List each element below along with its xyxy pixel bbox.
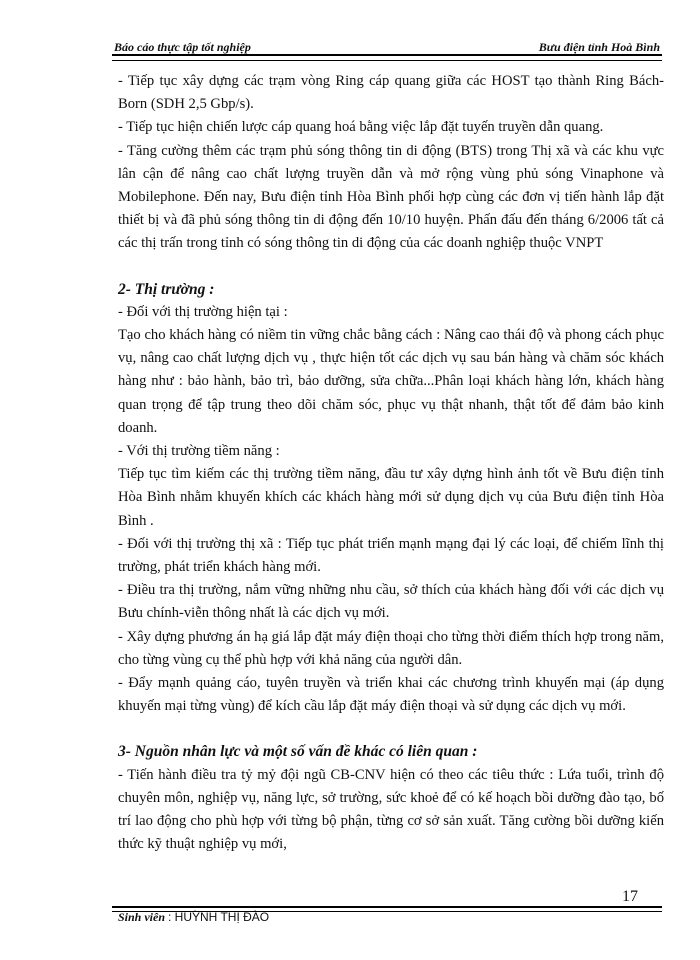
section-2-bullet: - Đối với thị trường thị xã : Tiếp tục phát triển mạnh mạng đại lý các loại, để chiếm lĩnh thị trường, phát triển khách hàng mới. <box>118 535 664 576</box>
header-rule <box>112 54 662 61</box>
section-2-bullet: - Xây dựng phương án hạ giá lắp đặt máy điện thoại cho từng thời điểm thích hợp trong năm, cho từng vùng cụ thể phù hợp với khả năng của người dân. <box>118 628 664 668</box>
section-2-sub-current-market: - Đối với thị trường hiện tại : <box>118 303 288 320</box>
section-2-sub-potential-market: - Với thị trường tiềm năng : <box>118 443 280 460</box>
paragraph-fiber: - Tiếp tục hiện chiến lược cáp quang hoá bằng việc lắp đặt tuyến truyền dẫn quang. <box>118 119 604 136</box>
section-2-potential-market-text: Tiếp tục tìm kiếm các thị trường tiềm năng, đầu tư xây dựng hình ảnh tốt về Bưu điện tỉnh Hòa Bình nhằm khuyến khích các khách hàng mới sử dụng dịch vụ của Bưu điện tỉnh Hòa Bình . <box>118 466 664 529</box>
page-footer <box>118 910 269 925</box>
document-body <box>118 70 664 857</box>
page-header <box>114 36 660 56</box>
paragraph-ring: - Tiếp tục xây dựng các trạm vòng Ring cáp quang giữa các HOST tạo thành Ring Bách-Born (SDH 2,5 Gbp/s). <box>118 73 664 113</box>
footer-student-name: : HUỲNH THỊ ĐÀO <box>168 910 270 924</box>
header-organization: Bưu điện tỉnh Hoà Bình <box>538 40 660 54</box>
footer-student-label: Sinh viên <box>118 910 166 924</box>
paragraph-bts: - Tăng cường thêm các trạm phủ sóng thông tin di động (BTS) trong Thị xã và các khu vực lân cận để nâng cao chất lượng truyền dẫn và mở rộng vùng phủ sóng Vinaphone và Mobilephone. Đến nay, Bưu điện tỉnh Hòa Bình phối hợp cùng các đơn vị tiến hành lắp đặt thiết bị và đã phủ sóng thông tin di động đến 10/10 huyện. Phấn đấu đến tháng 6/2006 tất cả các thị trấn trong tỉnh có sóng thông tin di động của các doanh nghiệp thuộc VNPT <box>118 142 664 252</box>
page-number: 17 <box>622 888 638 905</box>
section-2-current-market-text: Tạo cho khách hàng có niềm tin vững chắc bằng cách : Nâng cao thái độ và phong cách phục vụ, nâng cao chất lượng dịch vụ , thực hiện tốt các dịch vụ sau bán hàng và chăm sóc khách hàng như : bảo hành, bảo trì, bảo dưỡng, sửa chữa...Phân loại khách hàng lớn, khách hàng quan trọng để tập trung theo dõi chăm sóc, phục vụ thật nhanh, thật tốt để đảm bảo kinh doanh. <box>118 327 664 436</box>
header-report-title: Báo cáo thực tập tốt nghiệp <box>114 40 251 54</box>
section-2-heading: 2- Thị trường : <box>118 280 215 298</box>
section-2-bullet: - Đẩy mạnh quảng cáo, tuyên truyền và triển khai các chương trình khuyến mại (áp dụng khuyến mại từng vùng) để kích cầu lắp đặt máy điện thoại và sử dụng các dịch vụ mới. <box>118 675 664 715</box>
section-3-heading: 3- Nguồn nhân lực và một số vấn đề khác có liên quan : <box>118 743 478 761</box>
section-3-text: - Tiến hành điều tra tỷ mỷ đội ngũ CB-CNV hiện có theo các tiêu thức : Lứa tuổi, trình độ chuyên môn, nghiệp vụ, năng lực, sở trường, sức khoẻ để có kế hoạch bồi dưỡng đào tạo, bố trí lao động cho phù hợp với từng bộ phận, từng cơ sở sản xuất. Tăng cường bồi dưỡng kiến thức kỹ thuật nghiệp vụ mới, <box>118 766 664 853</box>
section-2-bullet: - Điều tra thị trường, nắm vững những nhu cầu, sở thích của khách hàng đối với các dịch vụ Bưu chính-viễn thông nhất là các dịch vụ mới. <box>118 582 664 622</box>
